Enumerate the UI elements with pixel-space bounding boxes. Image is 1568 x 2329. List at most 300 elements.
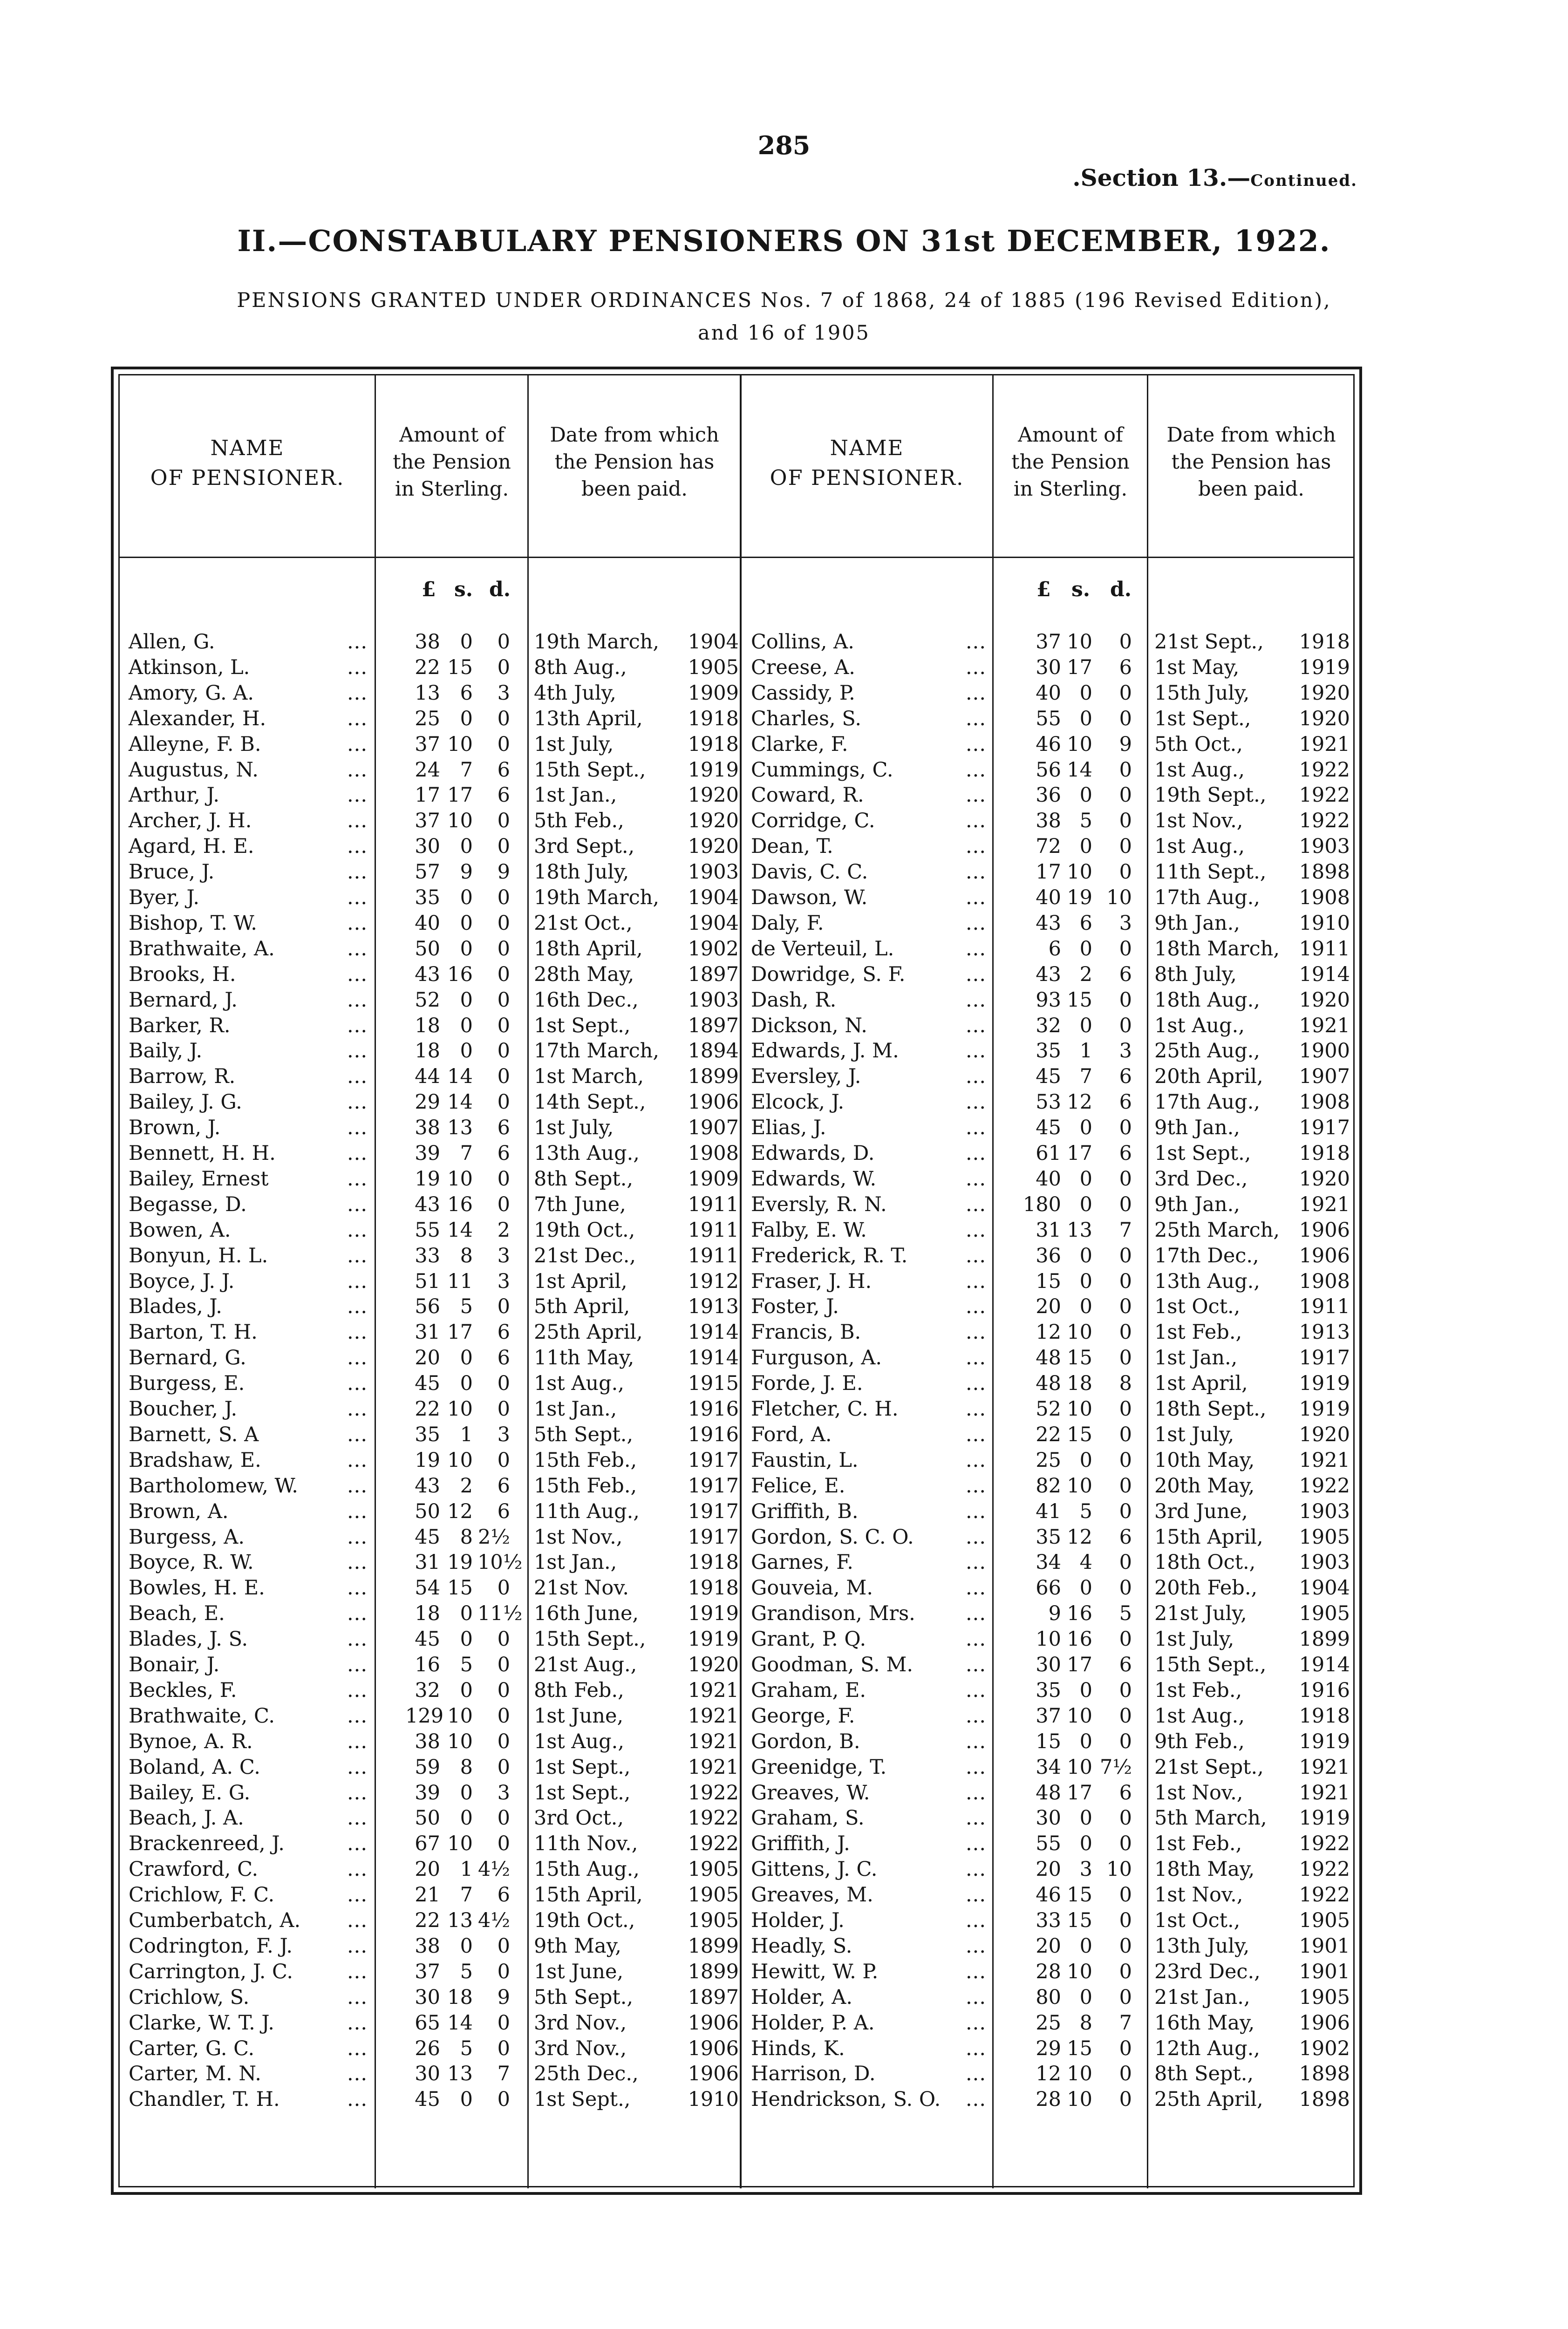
date-day-month: 15th April, xyxy=(534,1883,643,1907)
date-day-month: 9th Jan., xyxy=(1154,1192,1240,1216)
leader-dots: ... xyxy=(347,2062,368,2086)
pensioner-name: Carrington, J. C. xyxy=(129,1960,293,1983)
date-year: 1917 xyxy=(688,1525,739,1549)
pension-pence: 0 xyxy=(1119,1295,1132,1319)
leader-dots: ... xyxy=(347,1551,368,1574)
pension-pounds: 20 xyxy=(415,1346,440,1370)
pension-shillings: 0 xyxy=(460,937,473,960)
table-row xyxy=(0,654,1568,681)
pensioner-name: Bowen, A. xyxy=(129,1218,231,1242)
pension-pounds: 26 xyxy=(415,2036,440,2060)
pensioner-name: Archer, J. H. xyxy=(129,809,252,833)
pensioner-name: Brown, J. xyxy=(129,1116,221,1140)
date-year: 1908 xyxy=(688,1142,739,1165)
date-year: 1920 xyxy=(688,1653,739,1676)
pension-shillings: 10 xyxy=(447,1730,473,1753)
header-date-line: been paid. xyxy=(1198,477,1304,501)
date-year: 1918 xyxy=(688,1551,739,1574)
date-year: 1899 xyxy=(688,1960,739,1983)
date-day-month: 20th April, xyxy=(1154,1065,1263,1089)
pension-shillings: 0 xyxy=(460,707,473,730)
pension-pence: 4½ xyxy=(477,1909,510,1932)
pension-pence: 0 xyxy=(1119,1832,1132,1856)
date-day-month: 25th April, xyxy=(534,1321,643,1344)
date-year: 1920 xyxy=(1299,681,1350,705)
pension-shillings: 16 xyxy=(1067,1628,1092,1651)
header-amount-line: the Pension xyxy=(1011,450,1130,474)
leader-dots: ... xyxy=(347,1090,368,1114)
pension-pence: 0 xyxy=(497,1730,510,1753)
pensioner-name: Ford, A. xyxy=(751,1423,832,1446)
pension-pounds: 37 xyxy=(415,1960,440,1983)
pension-pounds: 82 xyxy=(1036,1474,1061,1498)
pension-pence: 0 xyxy=(1119,1985,1132,2009)
pension-shillings: 15 xyxy=(1067,1346,1092,1370)
pensioner-name: Blades, J. xyxy=(129,1295,222,1319)
leader-dots: ... xyxy=(965,809,986,833)
pension-pence: 3 xyxy=(497,1423,510,1446)
pension-shillings: 10 xyxy=(447,1397,473,1421)
pensioner-name: Holder, A. xyxy=(751,1985,853,2009)
leader-dots: ... xyxy=(965,1755,986,1779)
date-year: 1915 xyxy=(688,1372,739,1396)
pensioner-name: Chandler, T. H. xyxy=(129,2088,280,2111)
date-year: 1911 xyxy=(688,1192,739,1216)
table-row xyxy=(0,1319,1568,1345)
date-day-month: 19th March, xyxy=(534,630,660,654)
date-year: 1918 xyxy=(1299,1142,1350,1165)
date-year: 1903 xyxy=(1299,1499,1350,1523)
pension-pence: 0 xyxy=(1119,1321,1132,1344)
pension-pounds: 50 xyxy=(415,1806,440,1830)
leader-dots: ... xyxy=(965,707,986,730)
header-amount-line: Amount of xyxy=(1018,423,1123,447)
date-day-month: 1st July, xyxy=(1154,1423,1234,1446)
pension-shillings: 4 xyxy=(1079,1551,1092,1574)
date-year: 1898 xyxy=(1299,860,1350,884)
date-day-month: 3rd Dec., xyxy=(1154,1167,1248,1191)
leader-dots: ... xyxy=(347,2088,368,2111)
pension-shillings: 10 xyxy=(1067,1755,1092,1779)
pension-pounds: 55 xyxy=(1036,707,1061,730)
pension-pounds: 34 xyxy=(1036,1755,1061,1779)
pensioner-name: Crawford, C. xyxy=(129,1858,259,1881)
pension-shillings: 13 xyxy=(1067,1218,1092,1242)
pension-pounds: 38 xyxy=(415,1116,440,1140)
pension-pence: 0 xyxy=(1119,1116,1132,1140)
pension-shillings: 0 xyxy=(460,2088,473,2111)
pensioner-name: Elias, J. xyxy=(751,1116,826,1140)
pension-pence: 0 xyxy=(497,911,510,935)
leader-dots: ... xyxy=(347,886,368,909)
pension-pence: 0 xyxy=(497,1448,510,1472)
table-row xyxy=(0,1166,1568,1192)
pension-shillings: 2 xyxy=(460,1474,473,1498)
date-day-month: 9th Jan., xyxy=(1154,1116,1240,1140)
leader-dots: ... xyxy=(347,809,368,833)
pensioner-name: Burgess, A. xyxy=(129,1525,245,1549)
pensioner-name: Dowridge, S. F. xyxy=(751,962,906,986)
date-day-month: 1st Nov., xyxy=(1154,1883,1243,1907)
date-year: 1905 xyxy=(688,1858,739,1881)
leader-dots: ... xyxy=(965,1039,986,1063)
date-day-month: 25th Dec., xyxy=(534,2062,639,2086)
table-row xyxy=(0,1447,1568,1473)
date-day-month: 12th Aug., xyxy=(1154,2036,1260,2060)
pensioner-name: Graham, S. xyxy=(751,1806,865,1830)
pension-pounds: 50 xyxy=(415,937,440,960)
date-day-month: 1st Feb., xyxy=(1154,1678,1242,1702)
pension-pence: 0 xyxy=(497,1832,510,1856)
leader-dots: ... xyxy=(965,937,986,960)
header-name-left xyxy=(120,433,375,493)
pension-pounds: 48 xyxy=(1036,1346,1061,1370)
pension-shillings: 10 xyxy=(1067,860,1092,884)
pension-pence: 0 xyxy=(1119,1346,1132,1370)
header-name-line: OF PENSIONER. xyxy=(150,465,345,490)
pension-pounds: 10 xyxy=(1036,1628,1061,1651)
pension-pounds: 46 xyxy=(1036,1883,1061,1907)
pension-pounds: 54 xyxy=(415,1576,440,1600)
pension-pence: 0 xyxy=(497,1192,510,1216)
pension-pounds: 45 xyxy=(1036,1065,1061,1089)
date-year: 1906 xyxy=(688,2062,739,2086)
leader-dots: ... xyxy=(965,1295,986,1319)
date-day-month: 16th Dec., xyxy=(534,988,639,1012)
pension-shillings: 10 xyxy=(447,1167,473,1191)
pension-shillings: 5 xyxy=(460,1653,473,1676)
date-day-month: 28th May, xyxy=(534,962,634,986)
date-day-month: 1st Aug., xyxy=(1154,758,1245,782)
pension-pence: 0 xyxy=(497,1090,510,1114)
pensioner-name: Bailey, Ernest xyxy=(129,1167,269,1191)
pension-pounds: 50 xyxy=(415,1499,440,1523)
leader-dots: ... xyxy=(965,1909,986,1932)
pensioner-name: George, F. xyxy=(751,1704,855,1728)
date-year: 1916 xyxy=(688,1423,739,1446)
date-day-month: 1st June, xyxy=(534,1704,624,1728)
date-year: 1919 xyxy=(1299,1730,1350,1753)
pension-shillings: 7 xyxy=(460,1142,473,1165)
date-day-month: 17th Aug., xyxy=(1154,1090,1260,1114)
pension-shillings: 0 xyxy=(1079,1985,1092,2009)
pension-pounds: 43 xyxy=(415,1474,440,1498)
date-year: 1907 xyxy=(1299,1065,1350,1089)
header-amount-right xyxy=(994,422,1147,503)
pension-pounds: 37 xyxy=(415,732,440,756)
pensioner-name: Holder, J. xyxy=(751,1909,845,1932)
table-row xyxy=(0,1933,1568,1959)
pension-pounds: 20 xyxy=(1036,1858,1061,1881)
pensioner-name: Greaves, M. xyxy=(751,1883,873,1907)
leader-dots: ... xyxy=(347,1269,368,1293)
leader-dots: ... xyxy=(347,2036,368,2060)
pension-pence: 3 xyxy=(497,681,510,705)
pension-pence: 0 xyxy=(497,1960,510,1983)
date-day-month: 3rd June, xyxy=(1154,1499,1248,1523)
date-year: 1921 xyxy=(688,1704,739,1728)
pension-pence: 9 xyxy=(1119,732,1132,756)
leader-dots: ... xyxy=(965,2062,986,2086)
pension-pence: 6 xyxy=(497,1883,510,1907)
date-day-month: 1st Jan., xyxy=(534,1551,617,1574)
pension-pence: 0 xyxy=(1119,1678,1132,1702)
pensioner-name: Gittens, J. C. xyxy=(751,1858,878,1881)
pension-shillings: 15 xyxy=(1067,2036,1092,2060)
pension-pounds: 65 xyxy=(415,2011,440,2035)
date-year: 1918 xyxy=(688,732,739,756)
leader-dots: ... xyxy=(347,988,368,1012)
date-day-month: 21st Nov. xyxy=(534,1576,629,1600)
unit-pence: d. xyxy=(489,578,511,601)
table-row xyxy=(0,910,1568,936)
leader-dots: ... xyxy=(347,681,368,705)
pensioner-name: Alleyne, F. B. xyxy=(129,732,261,756)
pension-shillings: 17 xyxy=(447,783,473,807)
pension-pounds: 61 xyxy=(1036,1142,1061,1165)
pension-pounds: 129 xyxy=(405,1704,444,1728)
leader-dots: ... xyxy=(965,1934,986,1958)
leader-dots: ... xyxy=(347,911,368,935)
page-number: 285 xyxy=(757,130,811,160)
pension-pence: 0 xyxy=(1119,860,1132,884)
leader-dots: ... xyxy=(347,655,368,679)
header-amount-line: the Pension xyxy=(393,450,511,474)
pensioner-name: Beach, E. xyxy=(129,1602,225,1626)
pension-pounds: 19 xyxy=(415,1448,440,1472)
leader-dots: ... xyxy=(965,2011,986,2035)
pension-pence: 6 xyxy=(497,1142,510,1165)
pension-shillings: 0 xyxy=(460,630,473,654)
pensioner-name: Goodman, S. M. xyxy=(751,1653,914,1676)
date-day-month: 25th March, xyxy=(1154,1218,1280,1242)
pension-shillings: 5 xyxy=(1079,1499,1092,1523)
pensioner-name: Allen, G. xyxy=(129,630,215,654)
date-year: 1905 xyxy=(688,1883,739,1907)
pension-shillings: 2 xyxy=(1079,962,1092,986)
table-row xyxy=(0,1473,1568,1499)
date-year: 1904 xyxy=(688,911,739,935)
date-day-month: 13th Aug., xyxy=(1154,1269,1260,1293)
date-year: 1917 xyxy=(1299,1346,1350,1370)
header-amount-line: in Sterling. xyxy=(1013,477,1128,501)
leader-dots: ... xyxy=(347,1602,368,1626)
pension-pence: 10 xyxy=(1106,1858,1132,1881)
date-year: 1898 xyxy=(1299,2062,1350,2086)
pensioner-name: Boyce, J. J. xyxy=(129,1269,235,1293)
leader-dots: ... xyxy=(347,1678,368,1702)
pensioner-name: Edwards, D. xyxy=(751,1142,875,1165)
header-rule xyxy=(118,557,1355,558)
pensioner-name: Atkinson, L. xyxy=(129,655,250,679)
header-date-right xyxy=(1149,422,1354,503)
date-year: 1920 xyxy=(688,809,739,833)
pension-pounds: 17 xyxy=(1036,860,1061,884)
pension-shillings: 10 xyxy=(1067,1704,1092,1728)
date-day-month: 21st July, xyxy=(1154,1602,1247,1626)
pension-pence: 0 xyxy=(497,1039,510,1063)
date-day-month: 1st Jan., xyxy=(534,783,617,807)
pensioner-name: Corridge, C. xyxy=(751,809,875,833)
pension-pounds: 35 xyxy=(1036,1039,1061,1063)
pension-pounds: 59 xyxy=(415,1755,440,1779)
date-year: 1919 xyxy=(1299,1372,1350,1396)
date-year: 1920 xyxy=(1299,988,1350,1012)
leader-dots: ... xyxy=(347,1218,368,1242)
date-year: 1917 xyxy=(688,1499,739,1523)
pension-shillings: 7 xyxy=(460,758,473,782)
leader-dots: ... xyxy=(965,1142,986,1165)
date-year: 1920 xyxy=(688,783,739,807)
pension-shillings: 17 xyxy=(1067,1142,1092,1165)
pensioner-name: Collins, A. xyxy=(751,630,854,654)
pension-shillings: 0 xyxy=(1079,1730,1092,1753)
pension-shillings: 12 xyxy=(1067,1525,1092,1549)
pension-shillings: 0 xyxy=(1079,1244,1092,1267)
header-date-line: the Pension has xyxy=(554,450,715,474)
leader-dots: ... xyxy=(965,1960,986,1983)
pension-pounds: 31 xyxy=(415,1321,440,1344)
pension-pounds: 25 xyxy=(1036,1448,1061,1472)
pension-pence: 0 xyxy=(1119,1423,1132,1446)
pension-shillings: 0 xyxy=(460,1039,473,1063)
date-year: 1914 xyxy=(688,1346,739,1370)
pension-pounds: 38 xyxy=(1036,809,1061,833)
date-year: 1910 xyxy=(1299,911,1350,935)
pension-pence: 3 xyxy=(1119,1039,1132,1063)
leader-dots: ... xyxy=(965,1372,986,1396)
pension-shillings: 7 xyxy=(1079,1065,1092,1089)
leader-dots: ... xyxy=(347,1116,368,1140)
pension-pounds: 40 xyxy=(415,911,440,935)
pension-pence: 0 xyxy=(497,1167,510,1191)
leader-dots: ... xyxy=(347,1244,368,1267)
date-day-month: 5th Sept., xyxy=(534,1423,634,1446)
pension-shillings: 0 xyxy=(1079,783,1092,807)
date-year: 1906 xyxy=(1299,1244,1350,1267)
date-day-month: 1st March, xyxy=(534,1065,644,1089)
pensioner-name: Grant, P. Q. xyxy=(751,1628,866,1651)
date-day-month: 23rd Dec., xyxy=(1154,1960,1261,1983)
leader-dots: ... xyxy=(965,1474,986,1498)
date-day-month: 19th Oct., xyxy=(534,1218,635,1242)
section-note-prefix: .Section 13.— xyxy=(1072,164,1251,191)
pensioner-name: Elcock, J. xyxy=(751,1090,845,1114)
table-row xyxy=(0,1652,1568,1678)
pension-pence: 0 xyxy=(1119,1704,1132,1728)
pension-pounds: 16 xyxy=(415,1653,440,1676)
date-day-month: 18th Aug., xyxy=(1154,988,1260,1012)
pension-pence: 0 xyxy=(1119,1551,1132,1574)
leader-dots: ... xyxy=(965,1602,986,1626)
pensioner-name: Carter, M. N. xyxy=(129,2062,261,2086)
pension-shillings: 10 xyxy=(1067,732,1092,756)
pension-shillings: 15 xyxy=(1067,1883,1092,1907)
pensioner-name: Edwards, W. xyxy=(751,1167,877,1191)
date-day-month: 25th Aug., xyxy=(1154,1039,1260,1063)
pensioner-name: Fraser, J. H. xyxy=(751,1269,872,1293)
date-day-month: 18th May, xyxy=(1154,1858,1255,1881)
header-name-right xyxy=(742,433,992,493)
date-day-month: 1st Nov., xyxy=(1154,809,1243,833)
pensioner-name: de Verteuil, L. xyxy=(751,937,894,960)
leader-dots: ... xyxy=(347,707,368,730)
pension-pounds: 55 xyxy=(1036,1832,1061,1856)
table-row xyxy=(0,680,1568,706)
leader-dots: ... xyxy=(965,1218,986,1242)
table-row xyxy=(0,1831,1568,1857)
pension-shillings: 0 xyxy=(460,911,473,935)
pensioner-name: Gordon, S. C. O. xyxy=(751,1525,914,1549)
leader-dots: ... xyxy=(347,1167,368,1191)
pension-pence: 0 xyxy=(1119,937,1132,960)
pension-pence: 0 xyxy=(1119,2062,1132,2086)
date-year: 1905 xyxy=(688,655,739,679)
date-year: 1907 xyxy=(688,1116,739,1140)
pension-pence: 0 xyxy=(497,2011,510,2035)
date-year: 1898 xyxy=(1299,2088,1350,2111)
pension-pounds: 35 xyxy=(415,886,440,909)
table-row xyxy=(0,731,1568,757)
table-row xyxy=(0,833,1568,859)
pension-pounds: 36 xyxy=(1036,783,1061,807)
pension-shillings: 19 xyxy=(447,1551,473,1574)
pension-shillings: 8 xyxy=(460,1525,473,1549)
date-day-month: 16th May, xyxy=(1154,2011,1255,2035)
pension-pence: 0 xyxy=(497,1704,510,1728)
pensioner-name: Bonair, J. xyxy=(129,1653,220,1676)
date-year: 1919 xyxy=(688,1602,739,1626)
pensioner-name: Holder, P. A. xyxy=(751,2011,875,2035)
date-day-month: 1st Jan., xyxy=(534,1397,617,1421)
pension-pounds: 48 xyxy=(1036,1372,1061,1396)
pension-pence: 0 xyxy=(497,1806,510,1830)
leader-dots: ... xyxy=(965,860,986,884)
table-row xyxy=(0,1268,1568,1294)
pension-pence: 7 xyxy=(1119,2011,1132,2035)
date-year: 1906 xyxy=(688,2036,739,2060)
table-row xyxy=(0,859,1568,885)
date-day-month: 8th Feb., xyxy=(534,1678,624,1702)
leader-dots: ... xyxy=(965,1653,986,1676)
leader-dots: ... xyxy=(347,1065,368,1089)
date-day-month: 1st Sept., xyxy=(1154,1142,1251,1165)
pension-shillings: 5 xyxy=(460,1960,473,1983)
table-row xyxy=(0,1575,1568,1601)
table-row xyxy=(0,757,1568,783)
pension-pounds: 93 xyxy=(1036,988,1061,1012)
leader-dots: ... xyxy=(965,1423,986,1446)
date-day-month: 17th Dec., xyxy=(1154,1244,1259,1267)
leader-dots: ... xyxy=(965,1678,986,1702)
pension-pounds: 43 xyxy=(415,962,440,986)
pension-pence: 6 xyxy=(497,783,510,807)
date-day-month: 9th Jan., xyxy=(1154,911,1240,935)
date-day-month: 1st Sept., xyxy=(1154,707,1251,730)
date-year: 1903 xyxy=(688,988,739,1012)
pension-pounds: 41 xyxy=(1036,1499,1061,1523)
date-year: 1897 xyxy=(688,1985,739,2009)
unit-pounds: £ xyxy=(422,578,436,601)
pensioner-name: Clarke, F. xyxy=(751,732,848,756)
date-day-month: 5th Oct., xyxy=(1154,732,1243,756)
pension-pence: 0 xyxy=(1119,1448,1132,1472)
pensioner-name: Bartholomew, W. xyxy=(129,1474,298,1498)
pension-pounds: 25 xyxy=(415,707,440,730)
table-row xyxy=(0,1089,1568,1115)
pension-shillings: 14 xyxy=(447,1065,473,1089)
date-day-month: 1st July, xyxy=(534,732,614,756)
